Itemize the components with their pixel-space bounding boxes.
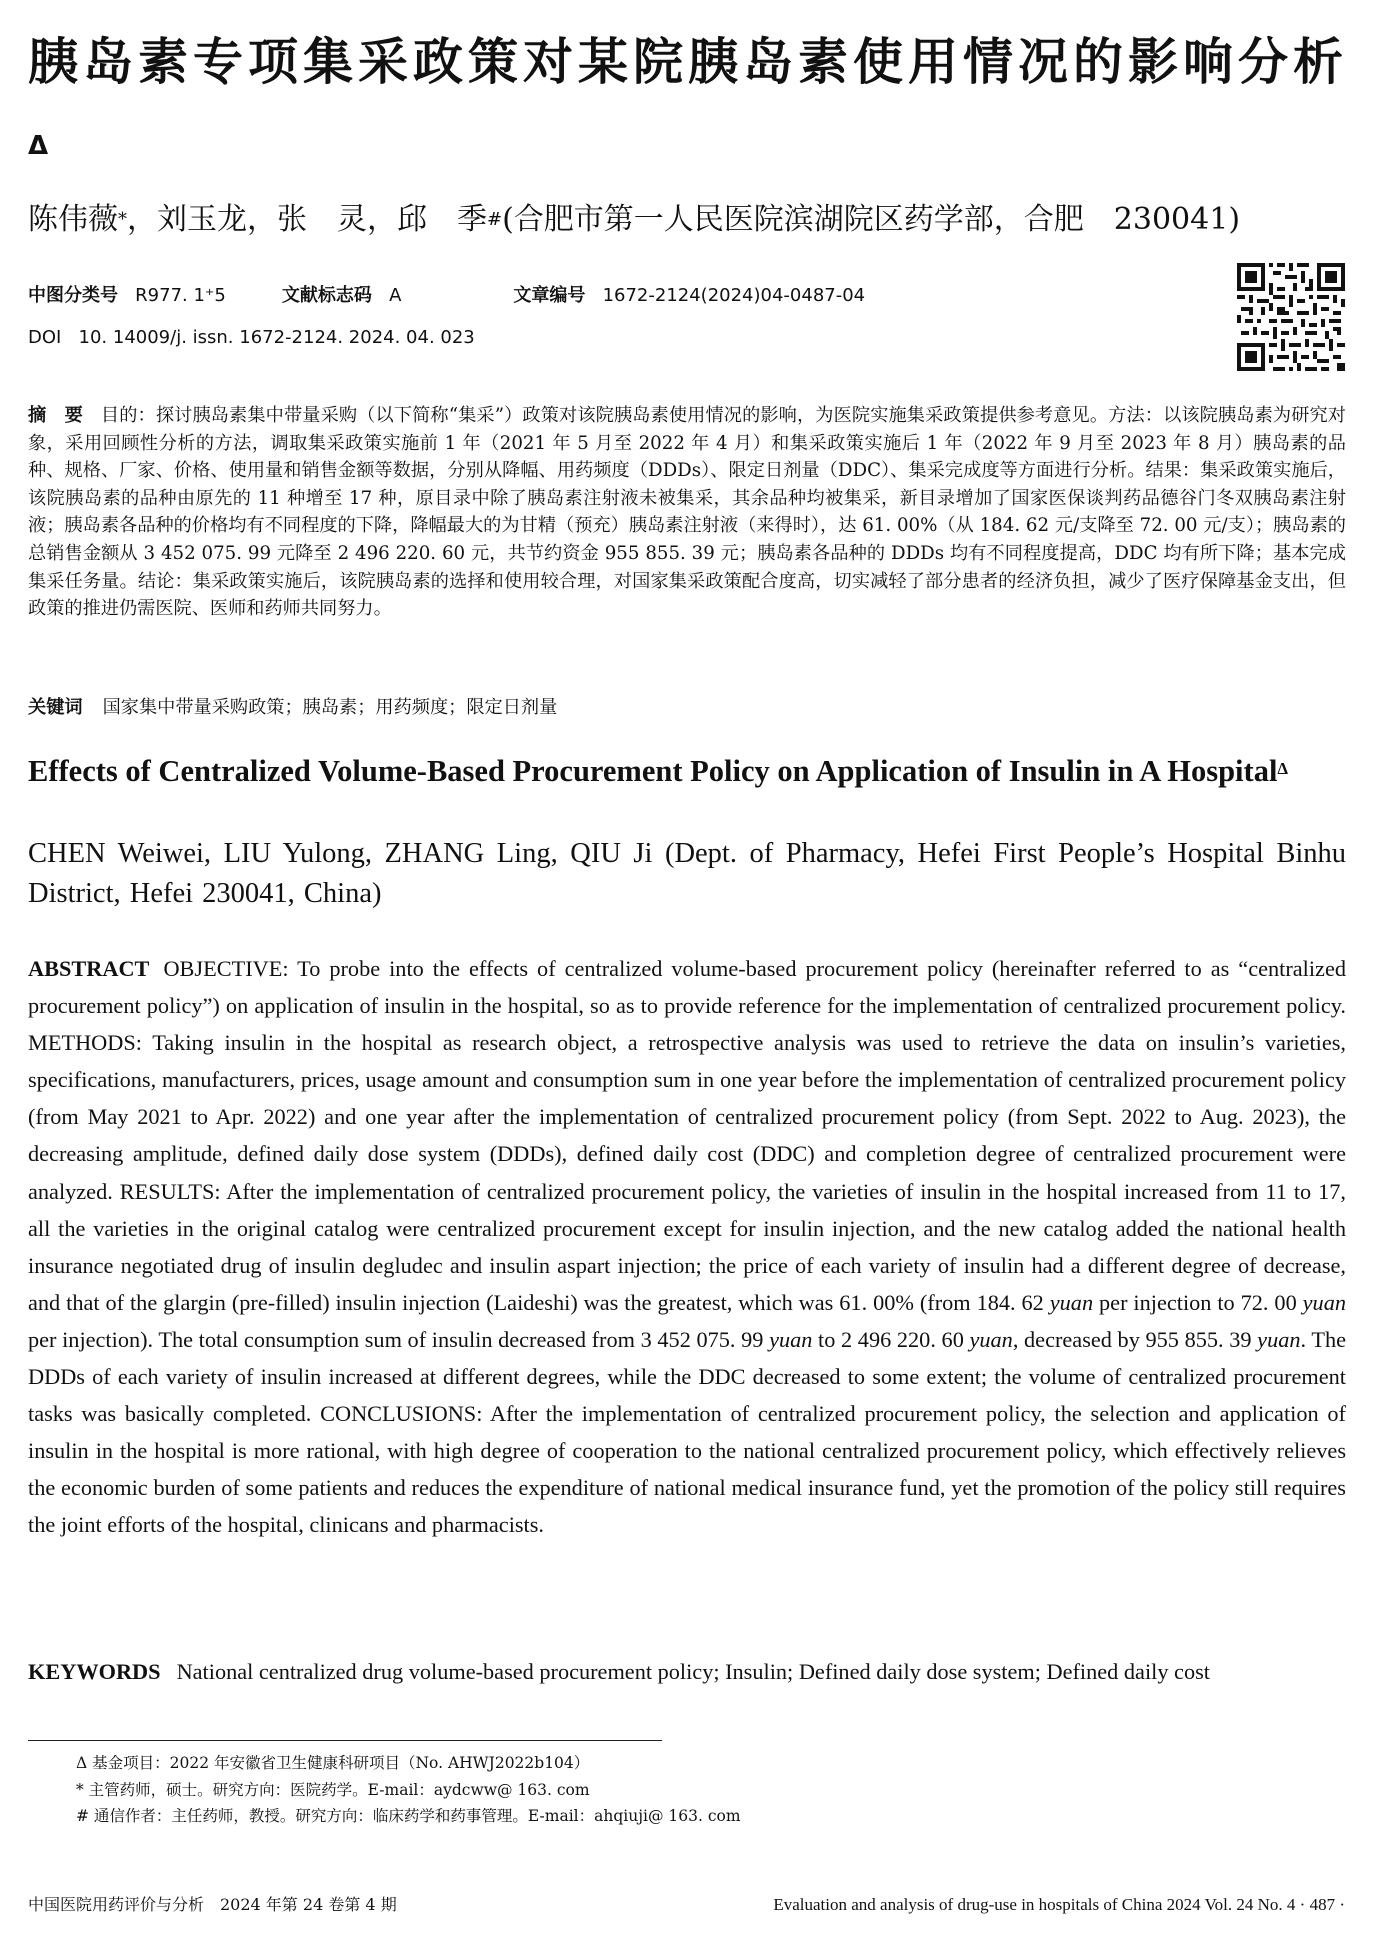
footnote-corresponding-author: # 通信作者：主任药师，教授。研究方向：临床药学和药事管理。E-mail：ahqiuji@ 163. com [76, 1807, 741, 1825]
author-list: ，刘玉龙，张 灵，邱 季 [127, 202, 487, 237]
abstract-en-part: , decreased by 955 855. 39 [1012, 1326, 1258, 1352]
footnotes [76, 1750, 1276, 1830]
footnote-first-author: * 主管药师，硕士。研究方向：医院药学。E-mail：aydcww@ 163. com [76, 1780, 590, 1799]
keywords-cn [28, 694, 1346, 722]
corresponding-mark: # [487, 209, 503, 230]
abstract-en-label: ABSTRACT [28, 956, 150, 981]
keywords-en [28, 1653, 1346, 1690]
doi-value[interactable]: 10. 14009/j. issn. 1672-2124. 2024. 04. 023 [78, 327, 475, 348]
footnote-fund: Δ 基金项目：2022 年安徽省卫生健康科研项目（No. AHWJ2022b104） [76, 1754, 590, 1772]
keywords-en-body: National centralized drug volume-based procurement policy; Insulin; Defined daily dose system; Defined daily cost [176, 1659, 1210, 1684]
abstract-en-part: . The DDDs of each variety of insulin increased at different degrees, while the DDC decreased to some extent; the volume of centralized procurement tasks was basically completed. CONCLUSIONS: After the implementation of centralized procurement policy, the selection and application of insulin in the hospital is more rational, with high degree of cooperation to the national centralized procurement policy, which effectively relieves the economic burden of some patients and reduces the expenditure of national medical insurance fund, yet the promotion of the policy still requires the joint efforts of the hospital, clinicans and pharmacists. [28, 1326, 1346, 1538]
abstract-cn-label: 摘 要 [28, 405, 83, 426]
clc-value: R977. 1⁺5 [135, 285, 226, 306]
author-1: 陈伟薇 [28, 202, 118, 237]
currency-yuan: yuan [769, 1326, 813, 1352]
fund-mark-en: Δ [1277, 759, 1289, 778]
abstract-en-part: per injection to 72. 00 [1093, 1289, 1303, 1315]
abstract-en-part: to 2 496 220. 60 [812, 1326, 970, 1352]
article-no-label: 文章编号 [513, 285, 586, 306]
abstract-en [28, 950, 1346, 1544]
footnote-divider [28, 1740, 662, 1741]
keywords-cn-body: 国家集中带量采购政策；胰岛素；用药频度；限定日剂量 [102, 697, 558, 718]
doi-row [28, 326, 475, 350]
affiliation-cn: (合肥市第一人民医院滨湖院区药学部，合肥 230041) [502, 202, 1241, 237]
currency-yuan: yuan [1302, 1289, 1346, 1315]
qr-code-icon[interactable] [1237, 263, 1345, 371]
currency-yuan: yuan [1257, 1326, 1301, 1352]
fund-mark: Δ [28, 131, 49, 161]
authors-en: CHEN Weiwei, LIU Yulong, ZHANG Ling, QIU Ji (Dept. of Pharmacy, Hefei First People’s Hospital Binhu District, Hefei 230041, China) [28, 838, 1346, 909]
first-author-mark: * [118, 209, 127, 230]
abstract-en-part: OBJECTIVE: To probe into the effects of centralized volume-based procurement policy (hereinafter referred to as “centralized procurement policy”) on application of insulin in the hospital, so as to provide reference for the implementation of centralized procurement policy. METHODS: Taking insulin in the hospital as research object, a retrospective analysis was used to retrieve the data on insulin’s varieties, specifications, manufacturers, prices, usage amount and consumption sum in one year before the implementation of centralized procurement policy (from May 2021 to Apr. 2022) and one year after the implementation of centralized procurement policy (from Sept. 2022 to Aug. 2023), the decreasing amplitude, defined daily dose system (DDDs), defined daily cost (DDC) and completion degree of centralized procurement were analyzed. RESULTS: After the implementation of centralized procurement policy, the varieties of insulin in the hospital increased from 11 to 17, all the varieties in the original catalog were centralized procurement except for insulin injection, and the new catalog added the national health insurance negotiated drug of insulin degludec and insulin aspart injection; the price of each variety of insulin had a different degree of decrease, and that of the glargin (pre-filled) insulin injection (Laideshi) was the greatest, which was 61. 00% (from 184. 62 [28, 956, 1346, 1315]
journal-folio-cn: 中国医院用药评价与分析 2024 年第 24 卷第 4 期 [28, 1895, 397, 1914]
doc-code-value: A [389, 285, 402, 306]
doi-label: DOI [28, 327, 62, 348]
keywords-en-label: KEYWORDS [28, 1659, 161, 1684]
classification-row [28, 284, 865, 308]
title-en-text: Effects of Centralized Volume-Based Procurement Policy on Application of Insulin in A Hospital [28, 754, 1278, 788]
currency-yuan: yuan [969, 1326, 1013, 1352]
article-no-value: 1672-2124(2024)04-0487-04 [602, 285, 866, 306]
abstract-cn-body: 目的：探讨胰岛素集中带量采购（以下简称“集采”）政策对该院胰岛素使用情况的影响，为医院实施集采政策提供参考意见。方法：以该院胰岛素为研究对象，采用回顾性分析的方法，调取集采政策实施前 1 年（2021 年 5 月至 2022 年 4 月）和集采政策实施后 1 年（2022 年 9 月至 2023 年 8 月）胰岛素的品种、规格、厂家、价格、使用量和销售金额等数据，分别从降幅、用药频度（DDDs）、限定日剂量（DDC）、集采完成度等方面进行分析。结果：集采政策实施后，该院胰岛素的品种由原先的 11 种增至 17 种，原目录中除了胰岛素注射液未被集采，其余品种均被集采，新目录增加了国家医保谈判药品德谷门冬双胰岛素注射液；胰岛素各品种的价格均有不同程度的下降，降幅最大的为甘精（预充）胰岛素注射液（来得时），达 61. 00%（从 184. 62 元/支降至 72. 00 元/支）；胰岛素的总销售金额从 3 452 075. 99 元降至 2 496 220. 60 元，共节约资金 955 855. 39 元；胰岛素各品种的 DDDs 均有不同程度提高，DDC 均有所下降；基本完成集采任务量。结论：集采政策实施后，该院胰岛素的选择和使用较合理，对国家集采政策配合度高，切实减轻了部分患者的经济负担，减少了医疗保障基金支出，但政策的推进仍需医院、医师和药师共同努力。 [28, 405, 1346, 620]
article-title-en [28, 752, 1346, 790]
doc-code-label: 文献标志码 [281, 285, 372, 306]
keywords-cn-label: 关键词 [28, 697, 83, 718]
article-title-cn [28, 18, 1348, 194]
title-cn-text: 胰岛素专项集采政策对某院胰岛素使用情况的影响分析 [28, 33, 1348, 91]
authors-cn [28, 200, 1348, 240]
currency-yuan: yuan [1049, 1289, 1094, 1315]
abstract-en-part: per injection). The total consumption sum of insulin decreased from 3 452 075. 99 [28, 1326, 770, 1352]
abstract-cn [28, 402, 1346, 623]
journal-folio-en: Evaluation and analysis of drug-use in hospitals of China 2024 Vol. 24 No. 4 · 487 · [773, 1895, 1345, 1914]
clc-label: 中图分类号 [28, 285, 118, 306]
